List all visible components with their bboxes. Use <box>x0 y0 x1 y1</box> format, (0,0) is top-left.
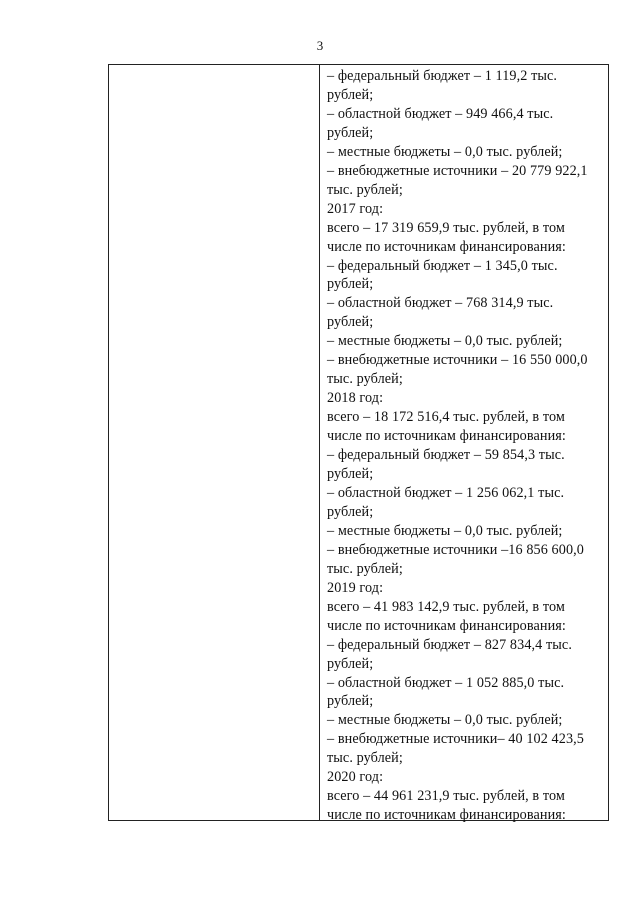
text-line: – федеральный бюджет – 827 834,4 тыс. <box>327 636 572 653</box>
text-line: – областной бюджет – 1 256 062,1 тыс. <box>327 484 565 501</box>
text-line: 2018 год: <box>327 390 384 407</box>
page-number: 3 <box>316 38 324 53</box>
text-line: – федеральный бюджет – 1 119,2 тыс. <box>327 68 558 84</box>
text-line: всего – 17 319 659,9 тыс. рублей, в том <box>327 219 565 236</box>
text-line: рублей; <box>327 314 374 331</box>
text-line: всего – 44 961 231,9 тыс. рублей, в том <box>327 788 565 805</box>
text-line: рублей; <box>327 693 374 710</box>
text-line: всего – 41 983 142,9 тыс. рублей, в том <box>327 598 565 615</box>
text-line: числе по источникам финансирования: <box>327 238 566 255</box>
financing-table <box>108 64 609 824</box>
text-line: 2019 год: <box>327 579 384 596</box>
text-line: рублей; <box>327 503 374 520</box>
text-line: – областной бюджет – 949 466,4 тыс. <box>327 105 554 122</box>
text-line: – внебюджетные источники –16 856 600,0 <box>327 541 584 558</box>
text-line: 2020 год: <box>327 769 384 786</box>
text-line: числе по источникам финансирования: <box>327 617 566 634</box>
table-left-cell <box>109 65 319 820</box>
text-line: рублей; <box>327 466 374 483</box>
text-line: 2017 год: <box>327 200 384 217</box>
text-line: – местные бюджеты – 0,0 тыс. рублей; <box>327 522 563 539</box>
text-line: рублей; <box>327 655 374 672</box>
text-line: тыс. рублей; <box>327 181 403 198</box>
text-line: числе по источникам финансирования: <box>327 428 566 445</box>
text-line: – областной бюджет – 1 052 885,0 тыс. <box>327 674 565 691</box>
text-line: – местные бюджеты – 0,0 тыс. рублей; <box>327 712 563 729</box>
text-line: – областной бюджет – 768 314,9 тыс. <box>327 295 554 312</box>
text-line: всего – 18 172 516,4 тыс. рублей, в том <box>327 409 565 426</box>
text-line: тыс. рублей; <box>327 750 403 767</box>
text-line: – внебюджетные источники – 20 779 922,1 <box>327 162 588 179</box>
text-line: – местные бюджеты – 0,0 тыс. рублей; <box>327 333 563 350</box>
text-line: рублей; <box>327 276 374 293</box>
text-line: числе по источникам финансирования: <box>327 807 566 824</box>
table-right-cell <box>327 67 609 825</box>
text-line: тыс. рублей; <box>327 371 403 388</box>
text-line: – федеральный бюджет – 1 345,0 тыс. <box>327 257 558 274</box>
column-divider <box>319 65 320 820</box>
text-line: тыс. рублей; <box>327 560 403 577</box>
text-line: – внебюджетные источники – 16 550 000,0 <box>327 352 588 369</box>
text-line: рублей; <box>327 124 374 141</box>
text-line: – федеральный бюджет – 59 854,3 тыс. <box>327 447 565 464</box>
text-line: рублей; <box>327 86 374 103</box>
text-line: – местные бюджеты – 0,0 тыс. рублей; <box>327 143 563 160</box>
text-line: – внебюджетные источники– 40 102 423,5 <box>327 731 584 748</box>
